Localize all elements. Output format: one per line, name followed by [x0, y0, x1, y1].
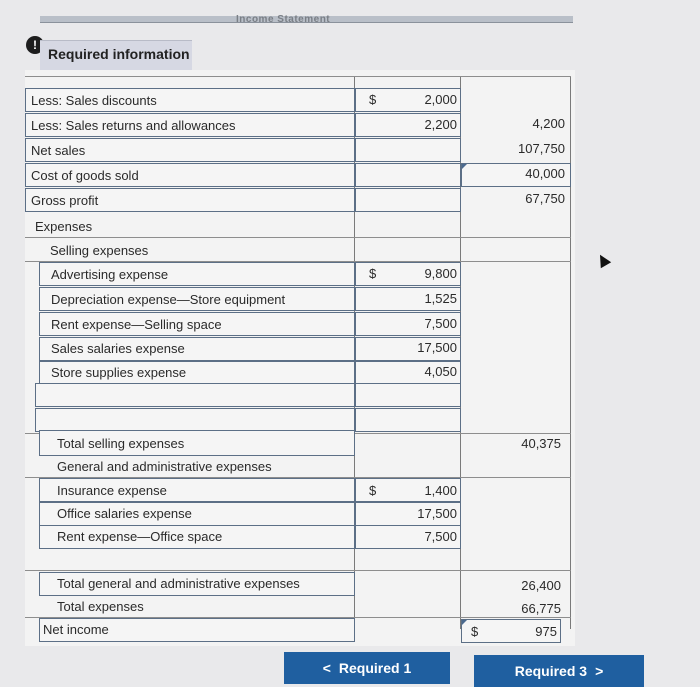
- value-net-sales: 107,750: [518, 141, 565, 156]
- previous-required-label: Required 1: [338, 660, 412, 676]
- value-net-income: 975: [535, 624, 557, 639]
- value-sales-discounts: 2,000: [424, 92, 457, 107]
- row-divider: [25, 237, 571, 238]
- column-divider: [570, 76, 571, 629]
- required-information-header: Required information: [40, 40, 192, 70]
- label-cost-of-goods-sold: Cost of goods sold: [31, 168, 139, 183]
- label-rent-office: Rent expense—Office space: [57, 529, 223, 544]
- label-advertising-expense: Advertising expense: [51, 267, 169, 282]
- empty-row-input[interactable]: [35, 408, 355, 432]
- label-office-salaries: Office salaries expense: [57, 506, 192, 521]
- income-statement-sheet: [25, 70, 575, 646]
- next-required-button[interactable]: [474, 655, 644, 687]
- label-general-admin: General and administrative expenses: [57, 459, 272, 474]
- label-total-selling: Total selling expenses: [57, 436, 185, 451]
- chevron-left-icon: <: [322, 660, 331, 676]
- value-store-supplies: 4,050: [424, 364, 457, 379]
- label-sales-returns: Less: Sales returns and allowances: [31, 118, 236, 133]
- label-expenses: Expenses: [35, 219, 93, 234]
- value-total-selling: 40,375: [521, 436, 561, 451]
- amount-input[interactable]: [355, 163, 461, 187]
- value-depreciation: 1,525: [424, 291, 457, 306]
- value-office-salaries: 17,500: [417, 506, 457, 521]
- label-sales-discounts: Less: Sales discounts: [31, 93, 157, 108]
- dollar-sign: $: [369, 483, 377, 498]
- value-advertising: 9,800: [424, 266, 457, 281]
- value-total-expenses: 66,775: [521, 601, 561, 616]
- label-store-supplies: Store supplies expense: [51, 365, 187, 380]
- label-gross-profit: Gross profit: [31, 193, 99, 208]
- value-sales-salaries: 17,500: [417, 340, 457, 355]
- dollar-sign: $: [369, 92, 377, 107]
- dropdown-marker-icon: [462, 164, 467, 169]
- dollar-sign: $: [369, 266, 377, 281]
- label-total-ga: Total general and administrative expenses: [57, 576, 300, 591]
- value-rent-selling: 7,500: [424, 316, 457, 331]
- value-total-ga: 26,400: [521, 578, 561, 593]
- label-rent-selling-space: Rent expense—Selling space: [51, 317, 222, 332]
- amount-input[interactable]: [355, 138, 461, 162]
- next-required-label: Required 3: [514, 663, 588, 679]
- statement-title: Income Statement: [236, 14, 331, 25]
- label-depreciation-expense: Depreciation expense—Store equipment: [51, 292, 286, 307]
- dollar-sign: $: [471, 624, 479, 639]
- empty-row-input[interactable]: [35, 383, 355, 407]
- label-net-sales: Net sales: [31, 143, 86, 158]
- total-sales-returns: 4,200: [532, 116, 565, 131]
- row-divider: [25, 570, 571, 571]
- label-total-expenses: Total expenses: [57, 599, 144, 614]
- amount-input[interactable]: [355, 383, 461, 407]
- value-sales-returns: 2,200: [424, 117, 457, 132]
- label-net-income: Net income: [43, 622, 109, 637]
- mouse-cursor-icon: [595, 252, 611, 268]
- value-gross-profit: 67,750: [525, 191, 565, 206]
- value-rent-office: 7,500: [424, 529, 457, 544]
- amount-input[interactable]: [355, 408, 461, 432]
- value-insurance: 1,400: [424, 483, 457, 498]
- label-selling-expenses: Selling expenses: [50, 243, 149, 258]
- chevron-right-icon: >: [595, 663, 604, 679]
- info-badge-icon: !: [26, 36, 44, 54]
- amount-input[interactable]: [355, 188, 461, 212]
- dropdown-marker-icon: [462, 620, 467, 625]
- label-insurance-expense: Insurance expense: [57, 483, 167, 498]
- top-rule: [25, 76, 571, 77]
- value-cogs: 40,000: [525, 166, 565, 181]
- label-sales-salaries: Sales salaries expense: [51, 341, 185, 356]
- previous-required-button[interactable]: [284, 652, 450, 684]
